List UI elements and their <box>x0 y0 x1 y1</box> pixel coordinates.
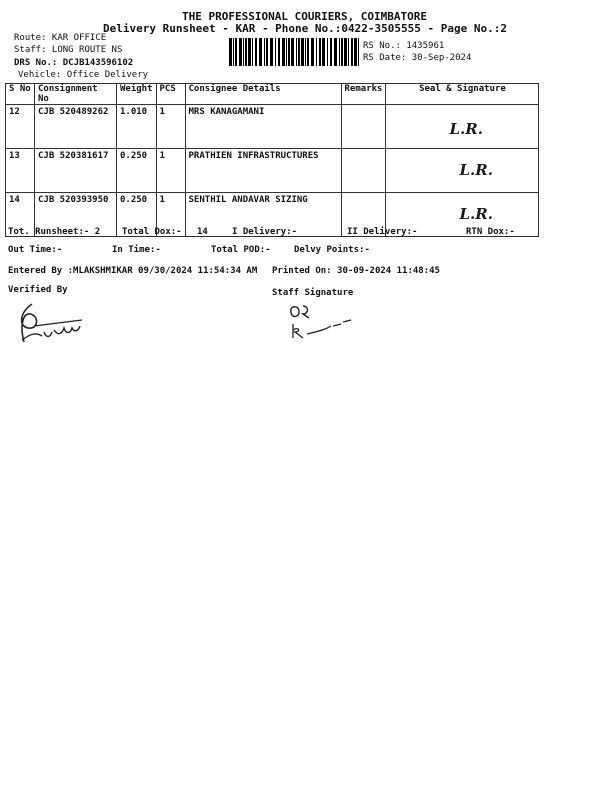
row-sno: 14 <box>6 193 35 237</box>
table-row <box>6 105 539 149</box>
rtn-dox: RTN Dox:- <box>466 227 515 237</box>
barcode-bar <box>233 38 234 66</box>
row-pcs: 1 <box>156 149 185 193</box>
row-seal <box>386 149 539 193</box>
barcode-bar <box>351 38 353 66</box>
row-pcs: 1 <box>156 105 185 149</box>
barcode-bar <box>322 38 325 66</box>
barcode-bar <box>255 38 257 66</box>
barcode-bar <box>305 38 306 66</box>
barcode-bar <box>344 38 347 66</box>
verified-signature <box>12 298 122 350</box>
barcode-bar <box>278 38 280 66</box>
col-remarks: Remarks <box>341 84 386 105</box>
i-delivery: I Delivery:- <box>232 227 298 237</box>
barcode-bar <box>243 38 244 66</box>
barcode-bar <box>307 38 309 66</box>
staff-signature-label: Staff Signature <box>272 288 354 298</box>
printed-on: Printed On: 30-09-2024 11:48:45 <box>272 266 440 276</box>
row-pcs: 1 <box>156 193 185 237</box>
row-remarks <box>341 105 386 149</box>
row-seal <box>386 105 539 149</box>
barcode-bar <box>341 38 343 66</box>
col-weight: Weight <box>117 84 157 105</box>
runsheet-title: Delivery Runsheet - KAR - Phone No.:0422-3505555 - Page No.:2 <box>103 22 507 35</box>
barcode-bar <box>266 38 268 66</box>
seal-signature: L.R. <box>459 161 493 179</box>
total-pod: Total POD:- <box>211 245 271 255</box>
barcode-bar <box>327 38 328 66</box>
col-seal: Seal & Signature <box>386 84 539 105</box>
row-sno: 13 <box>6 149 35 193</box>
seal-signature: L.R. <box>459 205 493 223</box>
seal-signature: L.R. <box>449 120 483 138</box>
barcode-bar <box>348 38 349 66</box>
barcode-bar <box>275 38 276 66</box>
row-remarks <box>341 149 386 193</box>
delvy-points: Delvy Points:- <box>294 245 370 255</box>
barcode-bar <box>334 38 337 66</box>
barcode-bar <box>296 38 297 66</box>
row-weight: 0.250 <box>117 193 157 237</box>
route-label: Route: KAR OFFICE <box>14 33 107 43</box>
barcode-bar <box>330 38 332 66</box>
barcode-bar <box>239 38 242 66</box>
row-consignee: PRATHIEN INFRASTRUCTURES <box>185 149 341 193</box>
barcode-bar <box>291 38 294 66</box>
table-header-row <box>6 84 539 105</box>
barcode-bar <box>316 38 317 66</box>
company-name: THE PROFESSIONAL COURIERS, COIMBATORE <box>182 10 428 23</box>
col-consignment: Consignment No <box>35 84 117 105</box>
barcode-bar <box>259 38 262 66</box>
row-consignment: CJB 520393950 <box>35 193 117 237</box>
barcode-bar <box>286 38 287 66</box>
barcode-bar <box>358 38 359 66</box>
barcode-bar <box>298 38 300 66</box>
total-dox-label: Total Dox:- <box>122 227 182 237</box>
total-dox-value: 14 <box>197 227 208 237</box>
staff-signature-mark <box>285 302 365 344</box>
barcode-bar <box>235 38 237 66</box>
barcode-bar <box>288 38 290 66</box>
row-consignee: SENTHIL ANDAVAR SIZING <box>185 193 341 237</box>
row-sno: 12 <box>6 105 35 149</box>
vehicle-label: Vehicle: Office Delivery <box>18 70 149 80</box>
col-consignee: Consignee Details <box>185 84 341 105</box>
col-pcs: PCS <box>156 84 185 105</box>
barcode-bar <box>252 38 253 66</box>
barcode-bar <box>319 38 321 66</box>
table-row <box>6 149 539 193</box>
row-weight: 0.250 <box>117 149 157 193</box>
barcode-bar <box>248 38 251 66</box>
ii-delivery: II Delivery:- <box>347 227 418 237</box>
barcode-bar <box>339 38 340 66</box>
verified-by-label: Verified By <box>8 285 68 295</box>
runsheet-table <box>5 83 539 237</box>
barcode-bar <box>229 38 232 66</box>
entered-by: Entered By :MLAKSHMIKAR 09/30/2024 11:54:34 AM <box>8 266 258 276</box>
row-consignment: CJB 520381617 <box>35 149 117 193</box>
row-consignment: CJB 520489262 <box>35 105 117 149</box>
barcode-image <box>229 38 359 66</box>
drs-number: DRS No.: DCJB143596102 <box>14 58 134 68</box>
barcode-bar <box>282 38 285 66</box>
barcode-bar <box>270 38 273 66</box>
row-weight: 1.010 <box>117 105 157 149</box>
col-sno: S No <box>6 84 35 105</box>
barcode-bar <box>354 38 357 66</box>
barcode-bar <box>311 38 314 66</box>
tot-runsheet: Tot. Runsheet:- 2 <box>8 227 101 237</box>
staff-label: Staff: LONG ROUTE NS <box>14 45 123 55</box>
out-time: Out Time:- <box>8 245 63 255</box>
barcode-bar <box>301 38 304 66</box>
row-consignee: MRS KANAGAMANI <box>185 105 341 149</box>
rs-number: RS No.: 1435961 <box>363 41 445 51</box>
rs-date: RS Date: 30-Sep-2024 <box>363 53 472 63</box>
in-time: In Time:- <box>112 245 161 255</box>
barcode-bar <box>264 38 265 66</box>
barcode-bar <box>245 38 247 66</box>
